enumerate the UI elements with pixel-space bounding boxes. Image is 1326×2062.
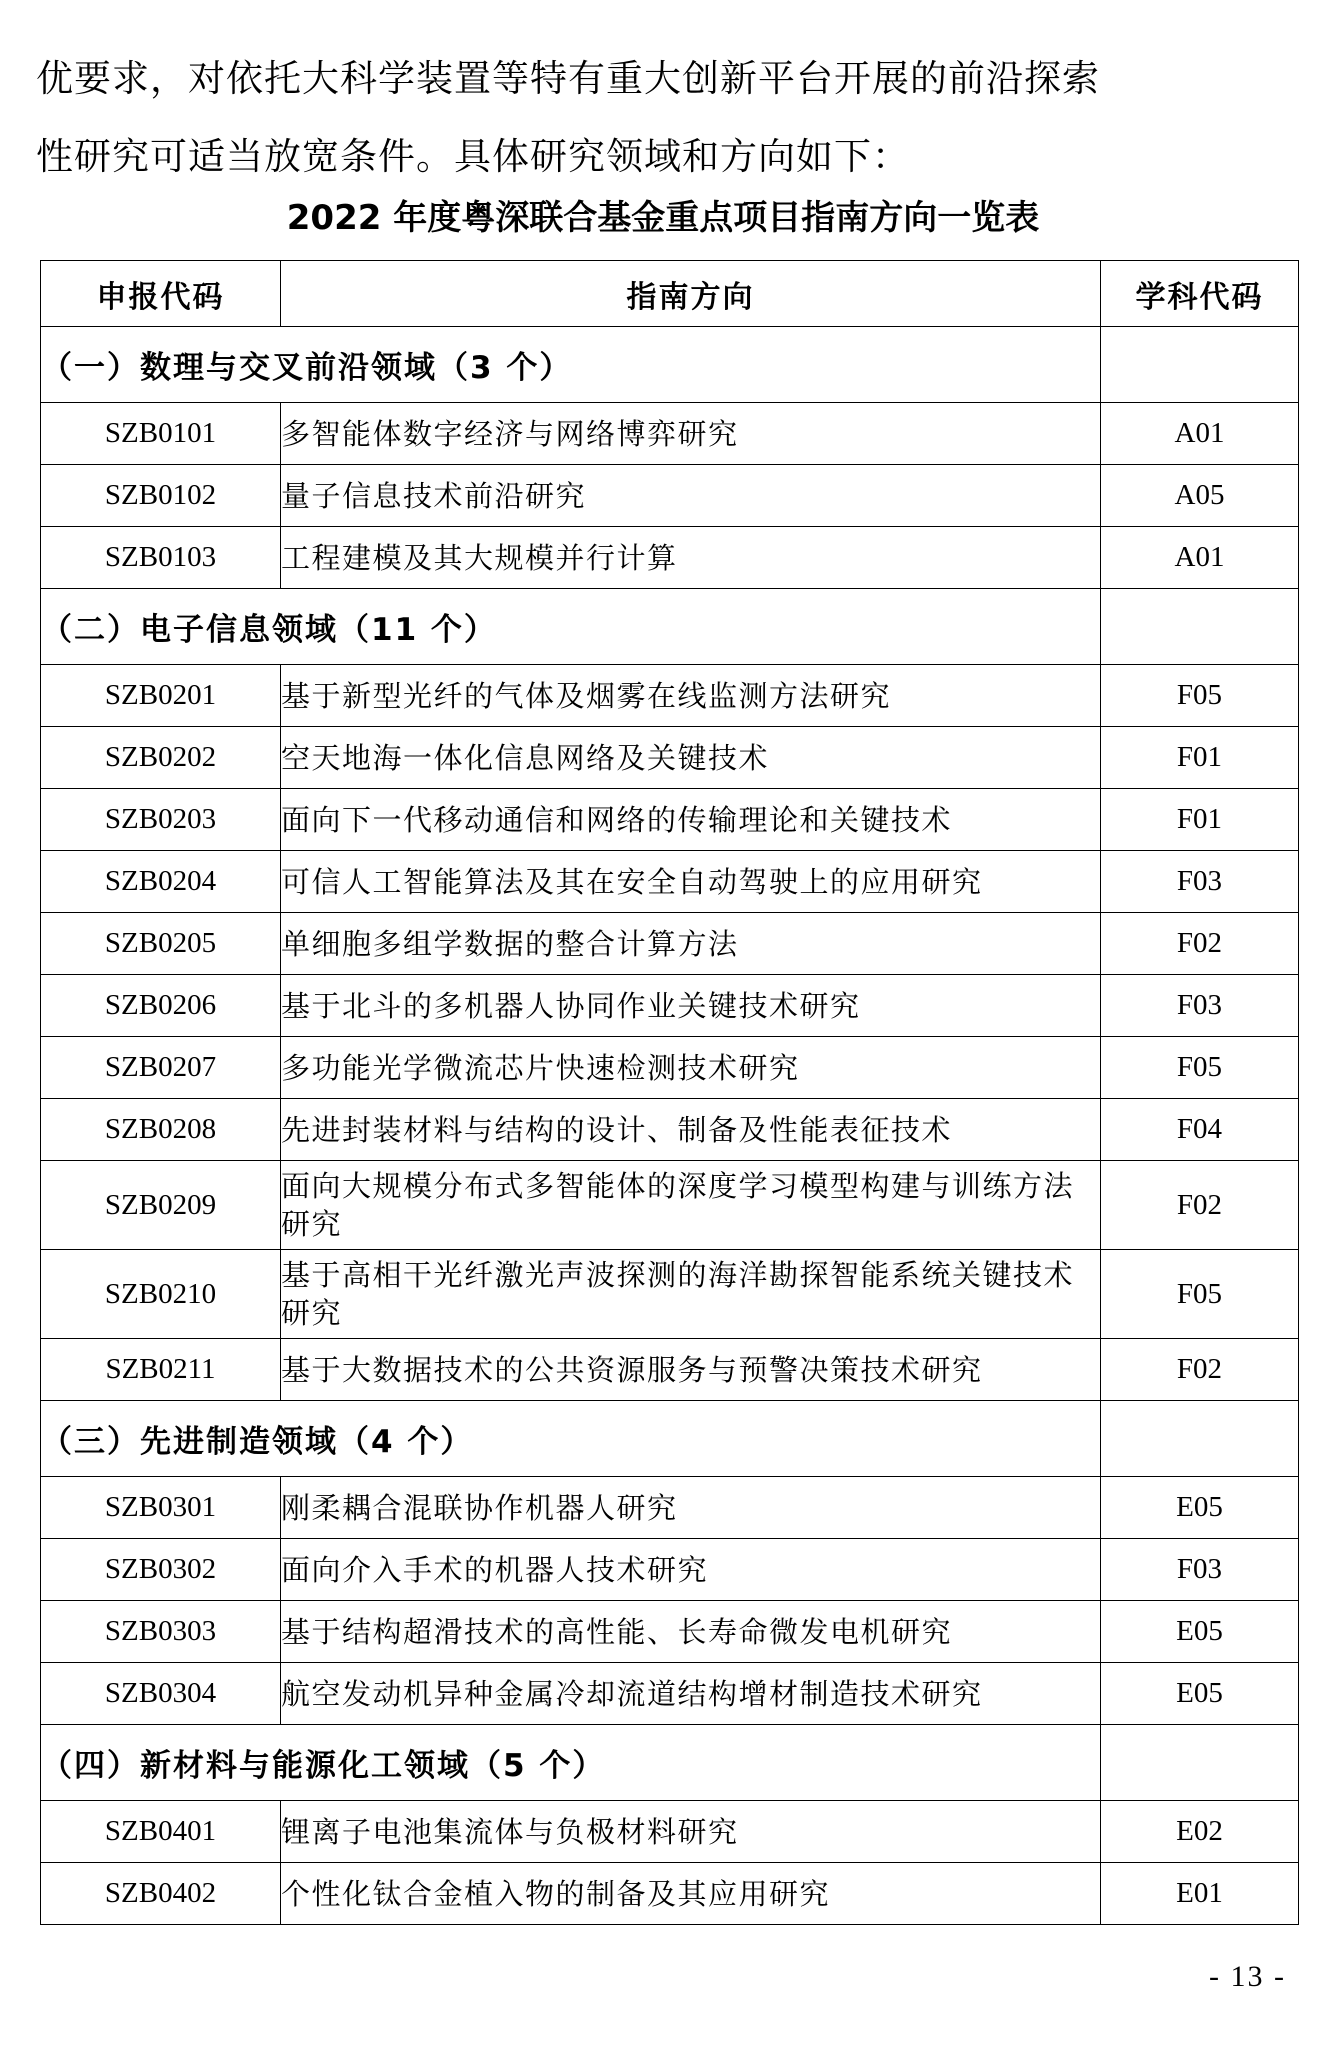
intro-line-1: 优要求，对依托大科学装置等特有重大创新平台开展的前沿探索: [36, 57, 1100, 100]
topic-cell: 基于北斗的多机器人协同作业关键技术研究: [281, 975, 1101, 1037]
table-row: [41, 1601, 1299, 1663]
table-row: [41, 1663, 1299, 1725]
table-row: [41, 527, 1299, 589]
subject-cell: F03: [1101, 851, 1299, 913]
subject-cell: F03: [1101, 1539, 1299, 1601]
topic-cell: 可信人工智能算法及其在安全自动驾驶上的应用研究: [281, 851, 1101, 913]
subject-cell: F05: [1101, 1250, 1299, 1339]
subject-cell: F02: [1101, 913, 1299, 975]
table-row: [41, 665, 1299, 727]
code-cell: SZB0303: [41, 1601, 281, 1663]
table-row: [41, 975, 1299, 1037]
section-empty-cell: [1101, 589, 1299, 665]
table-row: [41, 1339, 1299, 1401]
code-cell: SZB0210: [41, 1250, 281, 1339]
section-row: [41, 589, 1299, 665]
code-cell: SZB0402: [41, 1863, 281, 1925]
topic-cell: 面向下一代移动通信和网络的传输理论和关键技术: [281, 789, 1101, 851]
header-code: 申报代码: [41, 261, 281, 327]
subject-cell: A01: [1101, 403, 1299, 465]
table-row: [41, 1099, 1299, 1161]
subject-cell: F01: [1101, 727, 1299, 789]
code-cell: SZB0208: [41, 1099, 281, 1161]
code-cell: SZB0209: [41, 1161, 281, 1250]
code-cell: SZB0103: [41, 527, 281, 589]
subject-cell: F05: [1101, 665, 1299, 727]
section-row: [41, 1725, 1299, 1801]
subject-cell: F05: [1101, 1037, 1299, 1099]
subject-cell: F02: [1101, 1339, 1299, 1401]
header-topic: 指南方向: [281, 261, 1101, 327]
topic-cell: 工程建模及其大规模并行计算: [281, 527, 1101, 589]
table-row: [41, 1037, 1299, 1099]
table-row: [41, 789, 1299, 851]
section-empty-cell: [1101, 1725, 1299, 1801]
section-label: （二）电子信息领域（11 个）: [41, 589, 1101, 665]
header-subject: 学科代码: [1101, 261, 1299, 327]
table-title: 2022 年度粤深联合基金重点项目指南方向一览表: [286, 198, 1040, 238]
topic-cell: 空天地海一体化信息网络及关键技术: [281, 727, 1101, 789]
topic-cell: 个性化钛合金植入物的制备及其应用研究: [281, 1863, 1101, 1925]
topic-cell: 航空发动机异种金属冷却流道结构增材制造技术研究: [281, 1663, 1101, 1725]
table-row: [41, 1250, 1299, 1339]
table-row: [41, 1539, 1299, 1601]
page-number: - 13 -: [1209, 1960, 1286, 1993]
subject-cell: E05: [1101, 1477, 1299, 1539]
section-label: （一）数理与交叉前沿领域（3 个）: [41, 327, 1101, 403]
code-cell: SZB0101: [41, 403, 281, 465]
section-empty-cell: [1101, 327, 1299, 403]
code-cell: SZB0207: [41, 1037, 281, 1099]
intro-paragraph: [36, 40, 1306, 196]
subject-cell: A01: [1101, 527, 1299, 589]
subject-cell: F01: [1101, 789, 1299, 851]
topic-cell: 基于结构超滑技术的高性能、长寿命微发电机研究: [281, 1601, 1101, 1663]
topic-cell: 先进封装材料与结构的设计、制备及性能表征技术: [281, 1099, 1101, 1161]
table-row: [41, 851, 1299, 913]
table-row: [41, 465, 1299, 527]
code-cell: SZB0211: [41, 1339, 281, 1401]
subject-cell: E01: [1101, 1863, 1299, 1925]
section-empty-cell: [1101, 1401, 1299, 1477]
code-cell: SZB0203: [41, 789, 281, 851]
topic-cell: 基于新型光纤的气体及烟雾在线监测方法研究: [281, 665, 1101, 727]
topic-cell: 单细胞多组学数据的整合计算方法: [281, 913, 1101, 975]
subject-cell: E05: [1101, 1663, 1299, 1725]
subject-cell: E02: [1101, 1801, 1299, 1863]
code-cell: SZB0401: [41, 1801, 281, 1863]
table-row: [41, 727, 1299, 789]
code-cell: SZB0301: [41, 1477, 281, 1539]
topic-cell: 刚柔耦合混联协作机器人研究: [281, 1477, 1101, 1539]
topic-cell: 面向介入手术的机器人技术研究: [281, 1539, 1101, 1601]
table-header-row: [41, 261, 1299, 327]
table-row: [41, 1477, 1299, 1539]
table-row: [41, 1161, 1299, 1250]
code-cell: SZB0302: [41, 1539, 281, 1601]
code-cell: SZB0102: [41, 465, 281, 527]
topic-cell: 多智能体数字经济与网络博弈研究: [281, 403, 1101, 465]
section-row: [41, 327, 1299, 403]
table-row: [41, 913, 1299, 975]
subject-cell: F04: [1101, 1099, 1299, 1161]
code-cell: SZB0304: [41, 1663, 281, 1725]
topic-cell: 锂离子电池集流体与负极材料研究: [281, 1801, 1101, 1863]
code-cell: SZB0206: [41, 975, 281, 1037]
topic-cell: 面向大规模分布式多智能体的深度学习模型构建与训练方法研究: [281, 1161, 1101, 1250]
code-cell: SZB0204: [41, 851, 281, 913]
table-row: [41, 403, 1299, 465]
subject-cell: A05: [1101, 465, 1299, 527]
subject-cell: E05: [1101, 1601, 1299, 1663]
topic-cell: 多功能光学微流芯片快速检测技术研究: [281, 1037, 1101, 1099]
section-label: （四）新材料与能源化工领域（5 个）: [41, 1725, 1101, 1801]
subject-cell: F02: [1101, 1161, 1299, 1250]
topic-cell: 基于高相干光纤激光声波探测的海洋勘探智能系统关键技术研究: [281, 1250, 1101, 1339]
code-cell: SZB0202: [41, 727, 281, 789]
table-row: [41, 1801, 1299, 1863]
topic-cell: 基于大数据技术的公共资源服务与预警决策技术研究: [281, 1339, 1101, 1401]
guide-table: [40, 260, 1299, 1925]
section-label: （三）先进制造领域（4 个）: [41, 1401, 1101, 1477]
section-row: [41, 1401, 1299, 1477]
subject-cell: F03: [1101, 975, 1299, 1037]
code-cell: SZB0205: [41, 913, 281, 975]
table-row: [41, 1863, 1299, 1925]
topic-cell: 量子信息技术前沿研究: [281, 465, 1101, 527]
intro-line-2: 性研究可适当放宽条件。具体研究领域和方向如下：: [36, 135, 910, 178]
code-cell: SZB0201: [41, 665, 281, 727]
